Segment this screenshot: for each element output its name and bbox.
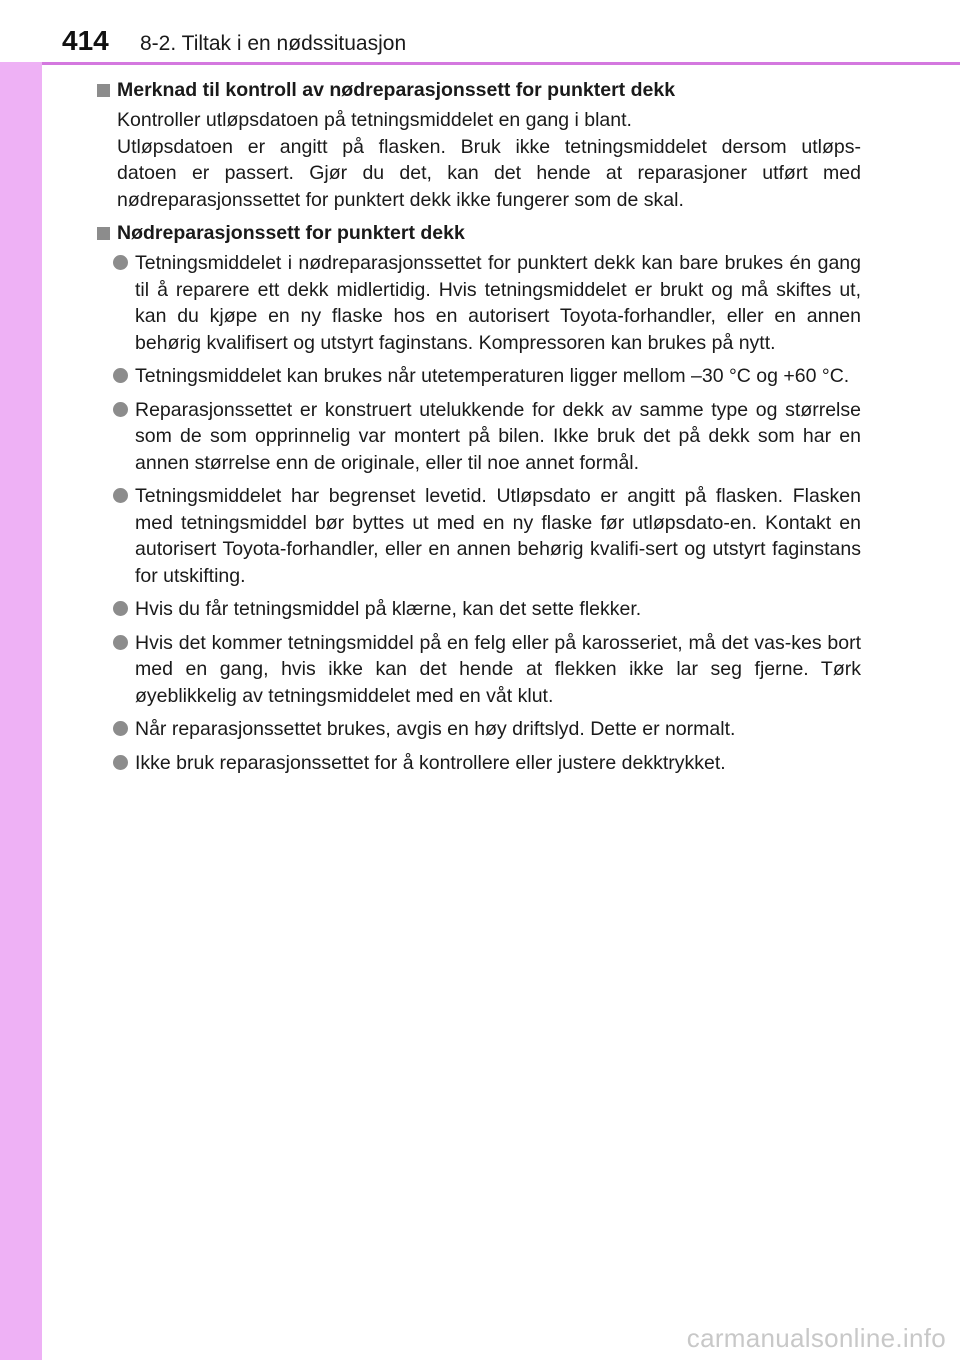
paragraph-line: Kontroller utløpsdatoen på tetningsmiddelet en gang i blant. xyxy=(117,109,632,131)
bullet-item xyxy=(97,397,861,477)
bullet-text: Tetningsmiddelet har begrenset levetid. Utløpsdato er angitt på flasken. Flasken med tetningsmiddel bør byttes ut med en ny flaske før utløpsdato-en. Kontakt en autorisert Toyota-forhandler, eller en annen behørig kvalifi-sert og utstyrt faginstans for utskifting. xyxy=(135,485,861,587)
heading-text: Merknad til kontroll av nødreparasjonssett for punktert dekk xyxy=(117,79,676,101)
bullet-dot-icon xyxy=(113,635,128,650)
bullet-dot-icon xyxy=(113,601,128,616)
bullet-dot-icon xyxy=(113,755,128,770)
square-marker-icon xyxy=(97,227,110,240)
bullet-text: Tetningsmiddelet i nødreparasjonssettet for punktert dekk kan bare brukes én gang til å reparere ett dekk midlertidig. Hvis tetningsmiddelet er brukt og må skiftes ut, kan du kjøpe en ny flaske hos en autorisert Toyota-forhandler, eller en annen behørig kvalifisert og utstyrt faginstans. Kompressoren kan brukes på nytt. xyxy=(135,252,861,354)
bullet-dot-icon xyxy=(113,402,128,417)
section-heading-repair-kit xyxy=(97,221,861,246)
bullet-text: Ikke bruk reparasjonssettet for å kontrollere eller justere dekktrykket. xyxy=(135,751,726,774)
bullet-item xyxy=(97,363,861,390)
heading-text: Nødreparasjonssett for punktert dekk xyxy=(117,222,465,244)
side-color-band xyxy=(0,0,42,1360)
paragraph-line: nødreparasjonssettet for punktert dekk ikke fungerer som de skal. xyxy=(117,188,684,211)
page-number: 414 xyxy=(62,25,109,56)
bullet-dot-icon xyxy=(113,721,128,736)
bullet-text: Tetningsmiddelet kan brukes når utetemperaturen ligger mellom –30 °C og +60 °C. xyxy=(135,365,850,387)
watermark: carmanualsonline.info xyxy=(686,1323,946,1353)
header-rule xyxy=(42,62,960,65)
bullet-text: Hvis det kommer tetningsmiddel på en felg eller på karosseriet, må det vas-kes bort med en gang, hvis ikke kan det hende at flekken ikke lar seg fjerne. Tørk øyeblikkelig av tetningsmiddelet med en våt klut. xyxy=(135,631,861,707)
section-title: 8-2. Tiltak i en nødssituasjon xyxy=(140,32,407,55)
bullet-text: Hvis du får tetningsmiddel på klærne, kan det sette flekker. xyxy=(135,598,642,620)
bullet-item xyxy=(97,630,861,710)
bullet-item xyxy=(97,750,861,777)
expiry-paragraph xyxy=(117,107,861,213)
bullet-item xyxy=(97,716,861,743)
paragraph-line: Utløpsdatoen er angitt på flasken. Bruk ikke tetningsmiddelet dersom utløps- xyxy=(117,135,861,158)
bullet-item xyxy=(97,596,861,623)
bullet-item xyxy=(97,250,861,356)
bullet-dot-icon xyxy=(113,255,128,270)
bullet-text: Reparasjonssettet er konstruert utelukkende for dekk av samme type og størrelse som de som opprinnelig var montert på bilen. Ikke bruk det på dekk som har en annen størrelse enn de originale, eller til noe annet formål. xyxy=(135,398,861,474)
bullet-dot-icon xyxy=(113,488,128,503)
square-marker-icon xyxy=(97,84,110,97)
paragraph-line: datoen er passert. Gjør du det, kan det hende at reparasjoner utført med xyxy=(117,162,861,184)
bullet-dot-icon xyxy=(113,368,128,383)
page-content xyxy=(97,78,861,783)
bullet-text: Når reparasjonssettet brukes, avgis en høy driftslyd. Dette er normalt. xyxy=(135,718,736,740)
section-heading-expiry-check xyxy=(97,78,861,103)
bullet-item xyxy=(97,483,861,589)
